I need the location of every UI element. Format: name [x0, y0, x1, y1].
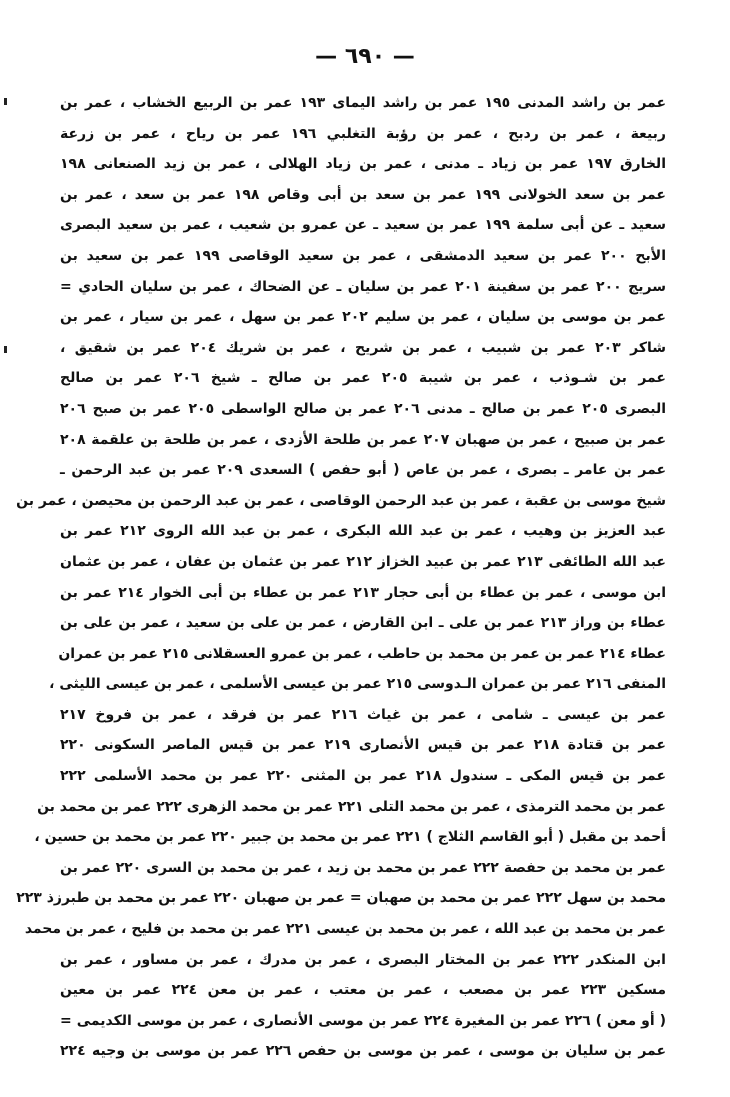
- text-line: ( أو معن ) ٢٢٦ عمر بن المغيرة ٢٢٤ عمر بن موسى الأنصارى ، عمر بن موسى الكديمى =: [60, 1012, 666, 1029]
- text-line: الأبح ٢٠٠ عمر بن سعيد الدمشقى ، عمر بن سعيد الوقاصى ١٩٩ عمر بن سعيد بن: [60, 247, 666, 264]
- page-number: — ٦٩٠ —: [315, 44, 415, 69]
- text-line: البصرى ٢٠٥ عمر بن صالح ـ مدنى ٢٠٦ عمر بن صالح الواسطى ٢٠٥ عمر بن صبح ٢٠٦: [60, 400, 667, 417]
- text-line: شاكر ٢٠٣ عمر بن شبيب ، عمر بن شريح ، عمر بن شريك ٢٠٤ عمر بن شقيق ،: [60, 339, 667, 356]
- text-line: عمر بن محمد بن حفصة ٢٢٢ عمر بن محمد بن زيد ، عمر بن محمد بن السرى ٢٢٠ عمر بن: [60, 859, 666, 876]
- text-line: عمر بن موسى بن سليان ، عمر بن سليم ٢٠٢ عمر بن سهل ، عمر بن سيار ، عمر بن: [60, 309, 666, 326]
- text-line: سريج ٢٠٠ عمر بن سفينة ٢٠١ عمر بن سليان ـ عن الضحاك ، عمر بن سليان الحادي =: [60, 278, 667, 295]
- text-line: الخارق ١٩٧ عمر بن زياد ـ مدنى ، عمر بن زياد الهلالى ، عمر بن زيد الصنعانى ١٩٨: [60, 156, 666, 173]
- text-line: عمر بن سعد الخولانى ١٩٩ عمر بن سعد بن أبى وقاص ١٩٨ عمر بن سعد ، عمر بن: [60, 186, 666, 203]
- text-line: عمر بن راشد المدنى ١٩٥ عمر بن راشد اليماى ١٩٣ عمر بن الربيع الخشاب ، عمر بن: [60, 95, 667, 111]
- text-line: عمر بن سليان بن موسى ، عمر بن موسى بن حفص ٢٢٦ عمر بن موسى بن وجيه ٢٢٤: [60, 1043, 667, 1060]
- margin-mark: [4, 98, 7, 105]
- text-line: عمر بن شـوذب ، عمر بن شيبة ٢٠٥ عمر بن صالح ـ شيخ ٢٠٦ عمر بن صالح: [60, 370, 666, 387]
- text-line: ربيعة ، عمر بن ردبح ، عمر بن رؤبة التغلبي ١٩٦ عمر بن رياح ، عمر بن زرعة: [60, 125, 666, 142]
- text-line: عبد الله الطائفى ٢١٣ عمر بن عبيد الخزاز ٢١٢ عمر بن عثمان بن عفان ، عمر بن عثمان: [60, 553, 666, 570]
- margin-mark: [4, 346, 7, 353]
- text-line: عبد العزيز بن وهيب ، عمر بن عبد الله البكرى ، عمر بن عبد الله الروى ٢١٢ عمر بن: [60, 523, 667, 540]
- text-line: محمد بن سهل ٢٢٢ عمر بن محمد بن صهبان = عمر بن صهبان ٢٢٠ عمر بن محمد بن طبرزذ ٢٢٣: [16, 890, 666, 907]
- text-line: مسكين ٢٢٣ عمر بن مصعب ، عمر بن معتب ، عمر بن معن ٢٢٤ عمر بن معين: [60, 982, 666, 999]
- text-line: عمر بن عيسى ـ شامى ، عمر بن غياث ٢١٦ عمر بن فرقد ، عمر بن فروخ ٢١٧: [60, 706, 666, 723]
- index-text-body: [16, 88, 667, 1067]
- text-line: شيخ موسى بن عقبة ، عمر بن عبد الرحمن الوقاصى ، عمر بن عبد الرحمن بن محيصن ، عمر بن: [16, 492, 666, 509]
- text-line: ابن موسى ، عمر بن عطاء بن أبى حجار ٢١٣ عمر بن عطاء بن أبى الخوار ٢١٤ عمر بن: [60, 584, 667, 601]
- text-line: ابن المنكدر ٢٢٢ عمر بن المختار البصرى ، عمر بن مدرك ، عمر بن مساور ، عمر بن: [60, 951, 666, 968]
- text-line: عمر بن صبيح ، عمر بن صهبان ٢٠٧ عمر بن طلحة الأزدى ، عمر بن طلحة بن علقمة ٢٠٨: [60, 431, 667, 448]
- text-line: أحمد بن مقبل ( أبو القاسم الثلاج ) ٢٢١ عمر بن محمد بن جبير ٢٢٠ عمر بن محمد بن حسين ،: [34, 829, 666, 846]
- text-line: عطاء بن وراز ٢١٣ عمر بن على ـ ابن القارض ، عمر بن على بن سعيد ، عمر بن على بن: [60, 615, 666, 632]
- text-line: عطاء ٢١٤ عمر بن عمر بن محمد بن حاطب ، عمر بن عمرو العسقلانى ٢١٥ عمر بن عمران: [58, 645, 666, 662]
- text-line: سعيد ـ عن أبى سلمة ١٩٩ عمر بن سعيد ـ عن عمرو بن شعيب ، عمر بن سعيد البصرى: [60, 217, 666, 234]
- text-line: عمر بن قتادة ٢١٨ عمر بن قيس الأنصارى ٢١٩ عمر بن قيس الماصر السكونى ٢٢٠: [60, 737, 666, 754]
- text-line: عمر بن قيس المكى ـ سندول ٢١٨ عمر بن المثنى ٢٢٠ عمر بن محمد الأسلمى ٢٢٢: [60, 768, 667, 785]
- text-line: المنفى ٢١٦ عمر بن عمران الـدوسى ٢١٥ عمر بن عيسى الأسلمى ، عمر بن عيسى الليثى ،: [49, 676, 666, 693]
- text-line: عمر بن محمد بن عبد الله ، عمر بن محمد بن عيسى ٢٢١ عمر بن محمد بن فليح ، عمر بن محمد: [24, 921, 666, 938]
- text-line: عمر بن محمد الترمذى ، عمر بن محمد التلى ٢٢١ عمر بن محمد الزهرى ٢٢٢ عمر بن محمد بن: [37, 798, 666, 815]
- text-line: عمر بن عامر ـ بصرى ، عمر بن عاص ( أبو حفص ) السعدى ٢٠٩ عمر بن عبد الرحمن ـ: [60, 462, 667, 479]
